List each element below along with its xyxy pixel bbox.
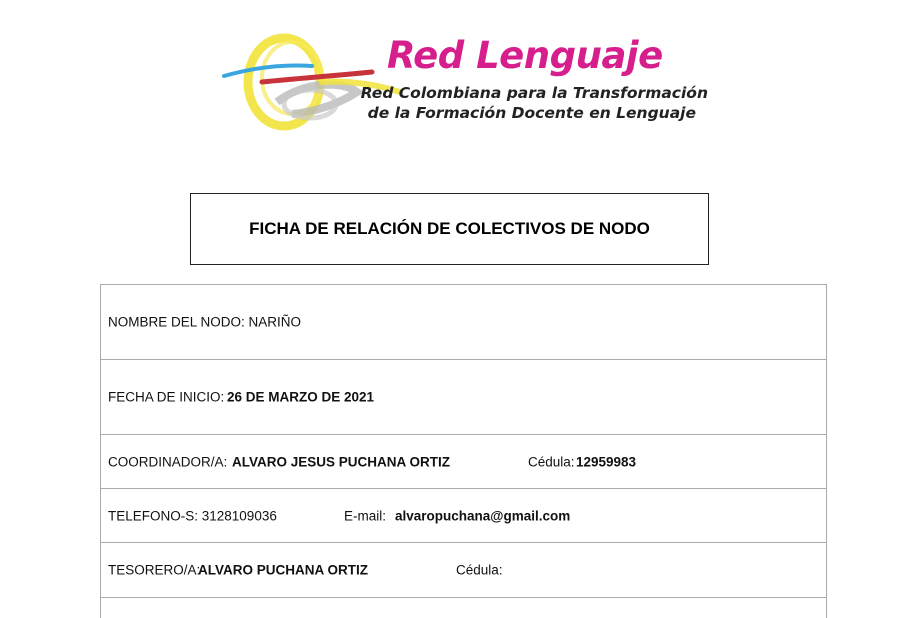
- phone-label: TELEFONO-S: 3128109036: [108, 508, 277, 523]
- node-row: [101, 285, 826, 360]
- start-date-value: 26 DE MARZO DE 2021: [227, 389, 375, 405]
- coordinator-row: [101, 435, 826, 489]
- treasurer-row: [101, 543, 826, 598]
- treasurer-label: TESORERO/A:: [108, 562, 201, 578]
- email-label: E-mail:: [344, 508, 387, 523]
- logo-subtitle-line1: Red Colombiana para la Transformación: [360, 84, 708, 102]
- logo-title: Red Lenguaje: [387, 34, 663, 77]
- email-value: alvaropuchana@gmail.com: [395, 508, 571, 523]
- coordinator-label: COORDINADOR/A:: [108, 454, 228, 469]
- node-label: NOMBRE DEL NODO: NARIÑO: [108, 314, 302, 330]
- phone-email-row: [101, 489, 826, 543]
- coordinator-id-label: Cédula:: [528, 454, 575, 469]
- red-lenguaje-logo: [222, 22, 722, 132]
- start-date-row: [101, 360, 826, 435]
- form-table: [100, 284, 827, 618]
- coordinator-value: ALVARO JESUS PUCHANA ORTIZ: [232, 454, 451, 469]
- form-title: FICHA DE RELACIÓN DE COLECTIVOS DE NODO: [190, 193, 709, 265]
- treasurer-value: ALVARO PUCHANA ORTIZ: [198, 562, 368, 578]
- table-row: [101, 598, 826, 618]
- start-date-label: FECHA DE INICIO:: [108, 389, 225, 405]
- treasurer-id-label: Cédula:: [456, 562, 503, 578]
- logo-subtitle-line2: de la Formación Docente en Lenguaje: [367, 104, 696, 122]
- coordinator-id-value: 12959983: [576, 454, 637, 469]
